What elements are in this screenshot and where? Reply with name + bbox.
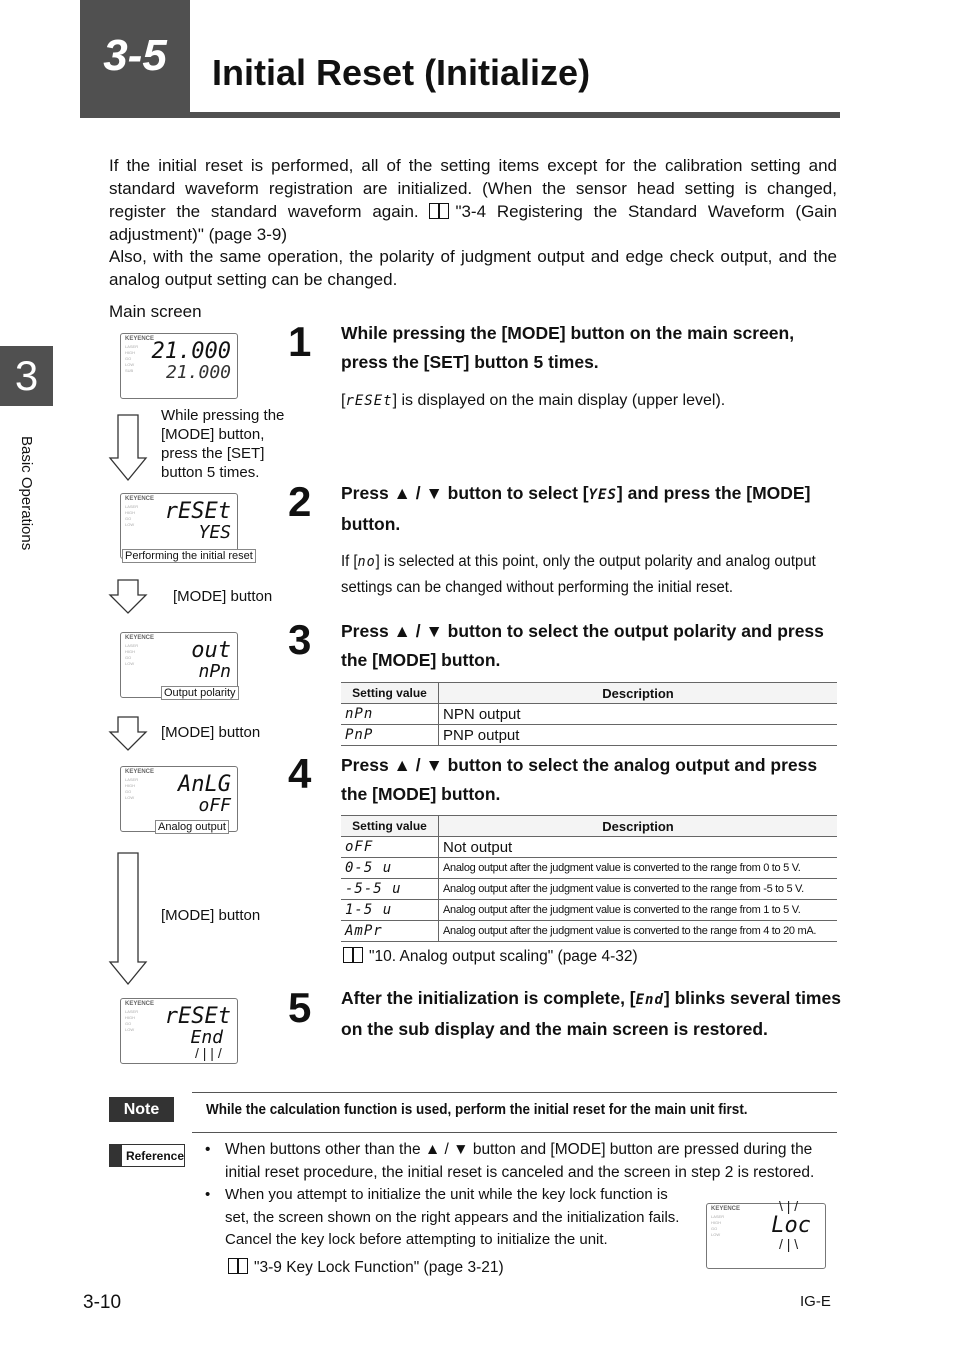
step-number-4: 4 (288, 750, 312, 797)
lcd-indicator-rows: LASER HIGH GO LOW SUB (125, 344, 139, 373)
lcd-upper-display: 21.000 (151, 339, 231, 364)
lcd-brand: KEYENCE (125, 336, 155, 342)
page-number: 3-10 (83, 1292, 122, 1313)
book-reference-icon (343, 947, 363, 963)
analog-output-table: Setting value Description oFF Not output 0-5 u Analog output after the judgment value is converted to the range from 0 to 5 V. -5-5 u Analog output after the judgment value is converted to the range from -5 to 5 V. 1-5 u Analog output after the judgment value is converted to the range from 1 to 5 V. AmPr Analog output after the judgment value is converted to the range from 4 to 20 mA. (341, 815, 837, 942)
step-1-title: While pressing the [MODE] button on the main screen, press the [SET] button 5 times. (341, 323, 795, 372)
reference-bullet-2: • When you attempt to initialize the unit while the key lock function is set, the screen shown on the right appears and the initialization fails. Cancel the key lock before attempting to initialize the unit. (205, 1186, 680, 1248)
table-row: oFF Not output (341, 837, 837, 858)
step-3-title: Press ▲ / ▼ button to select the output polarity and press the [MODE] button. (341, 621, 824, 670)
table-row: 1-5 u Analog output after the judgment value is converted to the range from 1 to 5 V. (341, 900, 837, 921)
lcd-brand: KEYENCE (125, 635, 155, 641)
intro-text: If the initial reset is performed, all of the setting items except for the calibration setting and standard waveform registration are initialized. (When the sensor head setting is changed, register the standard waveform again. (109, 156, 837, 221)
table-row: 0-5 u Analog output after the judgment value is converted to the range from 0 to 5 V. (341, 858, 837, 879)
step-1-body: [rESEt] is displayed on the main display (upper level). (341, 392, 726, 409)
step-5-title: After the initialization is complete, [End] blinks several times on the sub display and the main screen is restored. (341, 988, 841, 1039)
chapter-tab-number: 3 (0, 346, 53, 406)
lcd-upper-display: rESEt (164, 1004, 231, 1029)
note-rule-top (192, 1092, 837, 1093)
step-4-reference[interactable]: "10. Analog output scaling" (page 4-32) (343, 947, 638, 966)
note-text: While the calculation function is used, perform the initial reset for the main unit first. (206, 1101, 748, 1118)
down-arrow-icon (108, 579, 148, 615)
lcd-screen-output-polarity (120, 632, 238, 698)
arrow-label-2: [MODE] button (173, 588, 273, 605)
header-rule (80, 112, 840, 118)
table-row: AmPr Analog output after the judgment value is converted to the range from 4 to 20 mA. (341, 921, 837, 942)
table-row: PnP PNP output (341, 725, 837, 746)
down-arrow-icon (108, 852, 148, 986)
intro-reference[interactable]: "3-4 Registering the Standard Waveform (Gain adjustment)" (page 3-9) (109, 202, 837, 244)
lcd-upper-display: rESEt (164, 499, 231, 524)
note-badge: Note (109, 1097, 174, 1122)
step-4-title: Press ▲ / ▼ button to select the analog output and press the [MODE] button. (341, 755, 818, 804)
arrow-label-1: While pressing the [MODE] button, press the [SET] button 5 times. (161, 407, 285, 481)
step-number-2: 2 (288, 478, 312, 525)
seg-text: no (357, 554, 376, 570)
lcd-caption: Output polarity (161, 686, 239, 700)
table-row: -5-5 u Analog output after the judgment value is converted to the range from -5 to 5 V. (341, 879, 837, 900)
arrow-label-4: [MODE] button (161, 907, 261, 924)
blink-marks-icon: / | | / (195, 1045, 222, 1061)
lcd-brand: KEYENCE (125, 1001, 155, 1007)
arrow-label-3: [MODE] button (161, 724, 261, 741)
document-code: IG-E (800, 1293, 831, 1310)
blink-marks-icon: / | \ (779, 1236, 799, 1252)
lcd-screen-reset-end (120, 998, 238, 1064)
reference-bullet-1: • When buttons other than the ▲ / ▼ button and [MODE] button are pressed during the initial reset procedure, the initial reset is canceled and the screen in step 2 is restored. (205, 1141, 815, 1181)
step-number-3: 3 (288, 616, 312, 663)
book-reference-icon (228, 1258, 248, 1274)
lcd-lower-display: 21.000 (165, 362, 231, 383)
step-number-1: 1 (288, 318, 312, 365)
down-arrow-icon (108, 414, 148, 482)
seg-text: YES (588, 487, 617, 503)
chapter-tab-label: Basic Operations (18, 436, 35, 551)
lcd-screen-key-lock (706, 1198, 826, 1269)
note-rule-bottom (192, 1132, 837, 1133)
intro-paragraph-2: Also, with the same operation, the polarity of judgment output and edge check output, and the analog output setting can be changed. (109, 247, 837, 289)
lcd-screen-analog-output (120, 766, 238, 832)
lcd-upper-display: AnLG (178, 772, 231, 797)
lcd-upper-display: out (191, 638, 231, 663)
down-arrow-icon (108, 716, 148, 752)
lcd-brand: KEYENCE (711, 1206, 741, 1212)
lcd-indicator-rows: LASER HIGH GO LOW (125, 777, 139, 800)
reference-bullet-2-link[interactable]: "3-9 Key Lock Function" (page 3-21) (228, 1258, 504, 1277)
lcd-upper-display: Loc (771, 1213, 811, 1238)
lcd-screen-reset (120, 493, 253, 562)
lcd-caption: Analog output (155, 820, 229, 834)
step-2-body: If [no] is selected at this point, only the output polarity and analog output settings can be changed without performing the initial reset. (341, 553, 816, 596)
lcd-brand: KEYENCE (125, 496, 155, 502)
blink-marks-icon: \ | / (779, 1198, 799, 1214)
lcd-lower-display: YES (198, 522, 231, 543)
reference-badge: Reference (109, 1144, 185, 1167)
main-screen-label: Main screen (109, 302, 202, 321)
section-number: 3-5 (80, 0, 190, 112)
lcd-indicator-rows: LASER HIGH GO LOW (125, 1009, 139, 1032)
lcd-brand: KEYENCE (125, 769, 155, 775)
intro-paragraph-1 (109, 154, 837, 246)
book-reference-icon (429, 203, 449, 219)
lcd-indicator-rows: LASER HIGH GO LOW (711, 1214, 725, 1237)
step-number-5: 5 (288, 984, 312, 1031)
table-row: nPn NPN output (341, 704, 837, 725)
lcd-screen-main (120, 333, 238, 399)
page-title: Initial Reset (Initialize) (212, 52, 591, 93)
lcd-caption: Performing the initial reset (122, 549, 256, 563)
lcd-indicator-rows: LASER HIGH GO LOW (125, 504, 139, 527)
seg-text: End (635, 992, 664, 1008)
lcd-lower-display: oFF (198, 795, 231, 816)
lcd-indicator-rows: LASER HIGH GO LOW (125, 643, 139, 666)
step-2-title: Press ▲ / ▼ button to select [YES] and press the [MODE] button. (341, 483, 811, 534)
output-polarity-table: Setting value Description nPn NPN output PnP PNP output (341, 682, 837, 746)
lcd-lower-display: End (190, 1027, 223, 1048)
seg-text: rESEt (345, 393, 393, 409)
lcd-lower-display: nPn (198, 661, 231, 682)
